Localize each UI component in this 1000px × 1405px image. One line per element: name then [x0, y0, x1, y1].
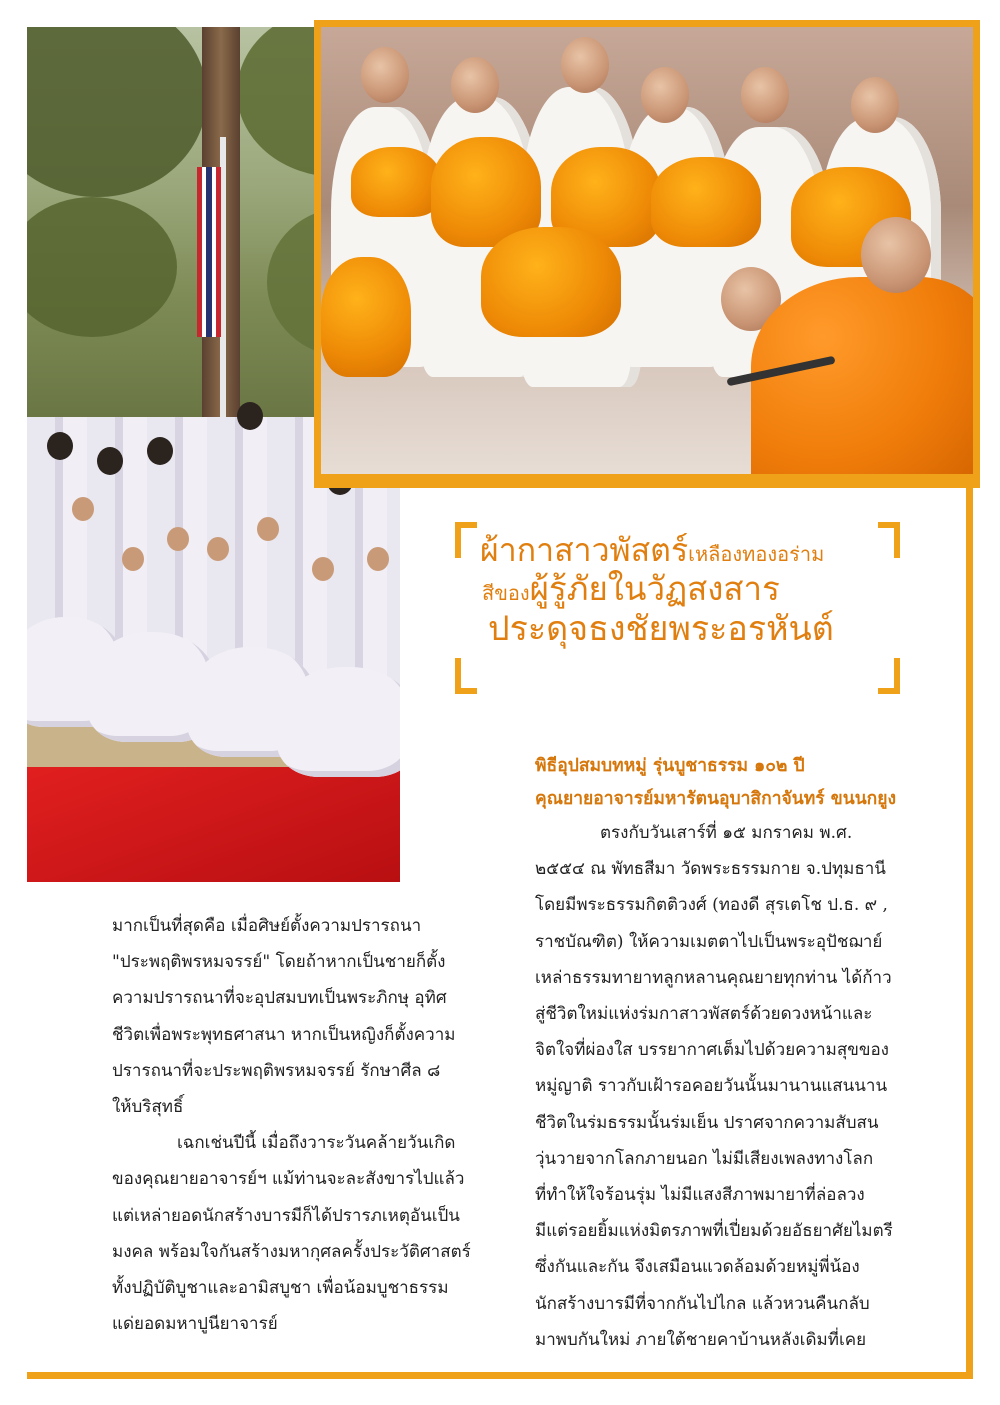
- body-line: ที่ทำให้ใจร้อนรุ่ม ไม่มีแสงสีภาพมายาที่ล่อลวง: [535, 1185, 865, 1206]
- bracket-bottom-right: [878, 658, 900, 694]
- body-line: ความปรารถนาที่จะอุปสมบทเป็นพระภิกษุ อุทิศ: [112, 988, 447, 1009]
- body-line: ชีวิตในร่มธรรมนั้นร่มเย็น ปราศจากความสับสน: [535, 1112, 879, 1133]
- body-line: ตรงกับวันเสาร์ที่ ๑๕ มกราคม พ.ศ.: [600, 823, 853, 843]
- body-line: ของคุณยายอาจารย์ฯ แม้ท่านจะละสังขารไปแล้ว: [112, 1169, 465, 1190]
- title-line-1-small: เหลืองทองอร่าม: [688, 542, 825, 566]
- title-line-1-main: ผ้ากาสาวพัสตร์: [480, 531, 689, 569]
- body-line: ๒๕๕๔ ณ พัทธสีมา วัดพระธรรมกาย จ.ปทุมธานี: [535, 859, 886, 880]
- title-line-2-small: สีของ: [482, 580, 530, 605]
- thai-flag-icon: [197, 167, 221, 337]
- body-line: หมู่ญาติ ราวกับเฝ้ารอคอยวันนั้นมานานแสนนาน: [535, 1076, 888, 1097]
- body-line: มงคล พร้อมใจกันสร้างมหากุศลครั้งประวัติศาสตร์: [112, 1241, 471, 1262]
- title-line-2: [470, 570, 890, 609]
- subtitle-line-2: คุณยายอาจารย์มหารัตนอุบาสิกาจันทร์ ขนนกยูง: [535, 789, 897, 809]
- title-line-3: ประดุจธงชัยพระอรหันต์: [488, 608, 834, 649]
- body-line: จิตใจที่ผ่องใส บรรยากาศเต็มไปด้วยความสุขของ: [535, 1040, 889, 1061]
- body-line: ชีวิตเพื่อพระพุทธศาสนา หากเป็นหญิงก็ตั้งความ: [112, 1024, 456, 1045]
- photo-ordination: [321, 27, 973, 474]
- body-line: ซึ่งกันและกัน จึงเสมือนแวดล้อมด้วยหมู่พี่น้อง: [535, 1257, 860, 1278]
- body-line: มากเป็นที่สุดคือ เมื่อศิษย์ตั้งความปรารถนา: [112, 916, 422, 936]
- body-column-right: [535, 815, 945, 1358]
- body-line: "ประพฤติพรหมจรรย์" โดยถ้าหากเป็นชายก็ตั้ง: [112, 952, 446, 973]
- body-line: เหล่าธรรมทายาทลูกหลานคุณยายทุกท่าน ได้ก้าว: [535, 967, 892, 988]
- title-line-2-main: ผู้รู้ภัยในวัฏสงสาร: [529, 568, 780, 608]
- frame-rule-right: [966, 474, 973, 1379]
- body-line: ทั้งปฏิบัติบูชาและอามิสบูชา เพื่อน้อมบูชาธรรม: [112, 1278, 449, 1299]
- body-line: สู่ชีวิตใหม่แห่งร่มกาสาวพัสตร์ด้วยดวงหน้าและ: [535, 1004, 873, 1025]
- frame-rule-bottom: [27, 1372, 973, 1379]
- body-line: มาพบกันใหม่ ภายใต้ชายคาบ้านหลังเดิมที่เคย: [535, 1329, 867, 1350]
- title-line-1: [470, 532, 890, 570]
- body-line: นักสร้างบารมีที่จากกันไปไกล แล้วหวนคืนกลับ: [535, 1293, 870, 1314]
- body-line: มีแต่รอยยิ้มแห่งมิตรภาพที่เปี่ยมด้วยอัธยาศัยไมตรี: [535, 1221, 893, 1242]
- body-line: แด่ยอดมหาปูนียาจารย์: [112, 1314, 278, 1335]
- body-line: ให้บริสุทธิ์: [112, 1097, 184, 1118]
- subtitle-line-1: พิธีอุปสมบทหมู่ รุ่นบูชาธรรม ๑๐๒ ปี: [535, 756, 805, 776]
- body-line: โดยมีพระธรรมกิตติวงศ์ (ทองดี สุรเตโช ป.ธ. ๙ ,: [535, 895, 888, 916]
- body-line: ปรารถนาที่จะประพฤติพรหมจรรย์ รักษาศีล ๘: [112, 1060, 441, 1081]
- body-column-left: [112, 908, 497, 1342]
- body-line: วุ่นวายจากโลกภายนอก ไม่มีเสียงเพลงทางโลก: [535, 1148, 874, 1169]
- article-title: [470, 532, 890, 649]
- body-line: แต่เหล่ายอดนักสร้างบารมีก็ได้ปรารภเหตุอันเป็น: [112, 1205, 460, 1226]
- subtitle: [535, 750, 945, 816]
- bracket-bottom-left: [455, 658, 477, 694]
- body-line: ราชบัณฑิต) ให้ความเมตตาไปเป็นพระอุปัชฌาย์: [535, 931, 883, 952]
- body-line: เฉกเช่นปีนี้ เมื่อถึงวาระวันคล้ายวันเกิด: [177, 1133, 456, 1154]
